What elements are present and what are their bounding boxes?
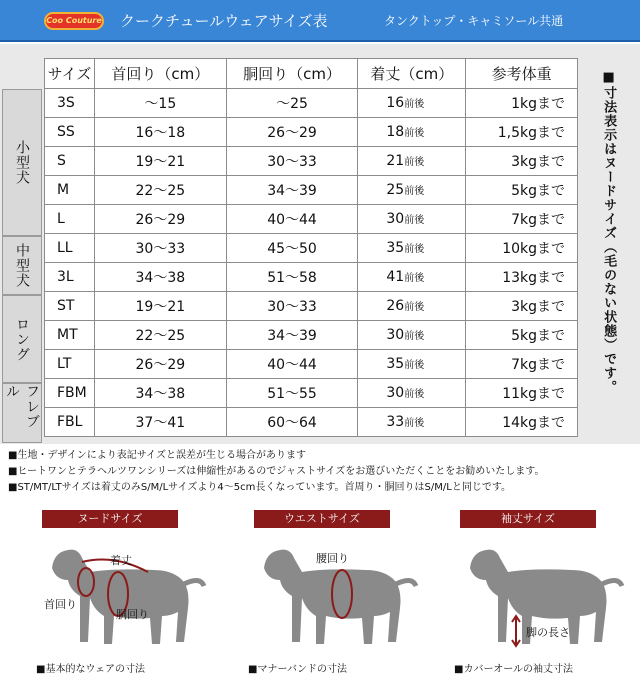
cell-length bbox=[358, 234, 466, 263]
cell-weight: 1,5kgまで bbox=[466, 118, 578, 147]
group-long: ロング bbox=[2, 295, 42, 383]
length-suffix: 前後 bbox=[404, 244, 425, 255]
cell-size: LL bbox=[45, 234, 95, 263]
size-table bbox=[44, 58, 578, 437]
length-value: 33 bbox=[386, 414, 405, 430]
cell-chest: 40〜44 bbox=[226, 350, 358, 379]
cell-weight: 3kgまで bbox=[466, 292, 578, 321]
cell-neck: 26〜29 bbox=[94, 205, 226, 234]
length-value: 30 bbox=[386, 211, 405, 227]
length-suffix: 前後 bbox=[404, 331, 425, 342]
cell-neck: 34〜38 bbox=[94, 263, 226, 292]
cell-chest: 34〜39 bbox=[226, 176, 358, 205]
table-header-row bbox=[45, 59, 578, 89]
table-row bbox=[45, 89, 578, 118]
cell-size: SS bbox=[45, 118, 95, 147]
cell-neck: 30〜33 bbox=[94, 234, 226, 263]
label-leg: 脚の長さ bbox=[526, 626, 570, 639]
caption-sleeve: ■カバーオールの袖丈寸法 bbox=[454, 664, 574, 675]
banner-sleeve: 袖丈サイズ bbox=[460, 510, 596, 528]
note-line: ■ヒートワンとテラヘルツワンシリーズは伸縮性があるのでジャストサイズをお選びいただくことをお勧めいたします。 bbox=[8, 466, 545, 477]
table-row bbox=[45, 234, 578, 263]
label-chest: 胴回り bbox=[116, 608, 149, 621]
table-row bbox=[45, 379, 578, 408]
cell-chest: 30〜33 bbox=[226, 147, 358, 176]
length-suffix: 前後 bbox=[404, 186, 425, 197]
cell-weight: 10kgまで bbox=[466, 234, 578, 263]
note-line: ■ST/MT/LTサイズは着丈のみS/M/Lサイズより4〜5cm長くなっています。首周り・胴回りはS/M/Lと同じです。 bbox=[8, 482, 512, 493]
length-suffix: 前後 bbox=[404, 302, 425, 313]
length-value: 35 bbox=[386, 356, 405, 372]
col-length: 着丈（cm） bbox=[358, 59, 466, 89]
table-row bbox=[45, 408, 578, 437]
cell-size: 3S bbox=[45, 89, 95, 118]
header-bar bbox=[0, 0, 640, 42]
cell-size: 3L bbox=[45, 263, 95, 292]
cell-size: FBM bbox=[45, 379, 95, 408]
length-value: 30 bbox=[386, 385, 405, 401]
diagram-nude bbox=[34, 510, 214, 686]
col-weight: 参考体重 bbox=[466, 59, 578, 89]
cell-length bbox=[358, 321, 466, 350]
label-length: 着丈 bbox=[110, 554, 132, 567]
cell-weight: 7kgまで bbox=[466, 350, 578, 379]
length-value: 41 bbox=[386, 269, 405, 285]
cell-length bbox=[358, 292, 466, 321]
length-value: 35 bbox=[386, 240, 405, 256]
cell-size: LT bbox=[45, 350, 95, 379]
length-value: 21 bbox=[386, 153, 405, 169]
table-row bbox=[45, 350, 578, 379]
cell-size: MT bbox=[45, 321, 95, 350]
cell-neck: 22〜25 bbox=[94, 176, 226, 205]
cell-length bbox=[358, 379, 466, 408]
cell-chest: 40〜44 bbox=[226, 205, 358, 234]
caption-nude: ■基本的なウェアの寸法 bbox=[36, 664, 146, 675]
length-value: 25 bbox=[386, 182, 405, 198]
cell-neck: 37〜41 bbox=[94, 408, 226, 437]
cell-weight: 11kgまで bbox=[466, 379, 578, 408]
col-chest: 胴回り（cm） bbox=[226, 59, 358, 89]
cell-weight: 5kgまで bbox=[466, 176, 578, 205]
diagram-sleeve bbox=[452, 510, 632, 686]
brand-logo bbox=[44, 12, 104, 30]
col-size: サイズ bbox=[45, 59, 95, 89]
table-row bbox=[45, 263, 578, 292]
cell-length bbox=[358, 89, 466, 118]
page-subtitle: タンクトップ・キャミソール共通 bbox=[384, 14, 564, 28]
cell-neck: 〜15 bbox=[94, 89, 226, 118]
cell-length bbox=[358, 263, 466, 292]
length-suffix: 前後 bbox=[404, 418, 425, 429]
cell-size: M bbox=[45, 176, 95, 205]
table-row bbox=[45, 205, 578, 234]
cell-neck: 16〜18 bbox=[94, 118, 226, 147]
length-suffix: 前後 bbox=[404, 273, 425, 284]
cell-length bbox=[358, 350, 466, 379]
cell-chest: 60〜64 bbox=[226, 408, 358, 437]
page-title: クークチュールウェアサイズ表 bbox=[120, 12, 328, 30]
label-neck: 首回り bbox=[44, 598, 77, 611]
col-neck: 首回り（cm） bbox=[94, 59, 226, 89]
group-frenchie: フレブル bbox=[2, 383, 42, 443]
cell-length bbox=[358, 408, 466, 437]
cell-weight: 7kgまで bbox=[466, 205, 578, 234]
cell-chest: 30〜33 bbox=[226, 292, 358, 321]
cell-length bbox=[358, 118, 466, 147]
note-line: ■生地・デザインにより表記サイズと誤差が生じる場合があります bbox=[8, 450, 306, 461]
nude-size-note: ■寸法表示はヌードサイズ（毛のない状態）です。 bbox=[601, 70, 617, 394]
length-value: 30 bbox=[386, 327, 405, 343]
table-row bbox=[45, 118, 578, 147]
length-suffix: 前後 bbox=[404, 360, 425, 371]
cell-length bbox=[358, 147, 466, 176]
cell-chest: 51〜58 bbox=[226, 263, 358, 292]
cell-size: ST bbox=[45, 292, 95, 321]
table-row bbox=[45, 176, 578, 205]
logo-text: Coo Couture bbox=[46, 16, 102, 25]
cell-length bbox=[358, 205, 466, 234]
cell-size: L bbox=[45, 205, 95, 234]
cell-chest: 45〜50 bbox=[226, 234, 358, 263]
cell-weight: 1kgまで bbox=[466, 89, 578, 118]
group-small: 小型犬 bbox=[2, 89, 42, 236]
length-value: 26 bbox=[386, 298, 405, 314]
banner-waist: ウエストサイズ bbox=[254, 510, 390, 528]
table-row bbox=[45, 292, 578, 321]
cell-chest: 51〜55 bbox=[226, 379, 358, 408]
cell-chest: 〜25 bbox=[226, 89, 358, 118]
cell-neck: 19〜21 bbox=[94, 292, 226, 321]
length-value: 18 bbox=[386, 124, 405, 140]
table-row bbox=[45, 321, 578, 350]
cell-neck: 19〜21 bbox=[94, 147, 226, 176]
length-suffix: 前後 bbox=[404, 99, 425, 110]
cell-neck: 26〜29 bbox=[94, 350, 226, 379]
length-value: 16 bbox=[386, 95, 405, 111]
caption-waist: ■マナーバンドの寸法 bbox=[248, 664, 347, 675]
length-suffix: 前後 bbox=[404, 157, 425, 168]
cell-weight: 5kgまで bbox=[466, 321, 578, 350]
length-suffix: 前後 bbox=[404, 389, 425, 400]
table-row bbox=[45, 147, 578, 176]
cell-size: FBL bbox=[45, 408, 95, 437]
cell-weight: 13kgまで bbox=[466, 263, 578, 292]
notes-block bbox=[8, 448, 634, 496]
cell-weight: 3kgまで bbox=[466, 147, 578, 176]
length-suffix: 前後 bbox=[404, 128, 425, 139]
cell-chest: 34〜39 bbox=[226, 321, 358, 350]
size-table-area bbox=[0, 44, 640, 444]
group-medium: 中型犬 bbox=[2, 236, 42, 295]
cell-weight: 14kgまで bbox=[466, 408, 578, 437]
banner-nude: ヌードサイズ bbox=[42, 510, 178, 528]
length-suffix: 前後 bbox=[404, 215, 425, 226]
cell-neck: 22〜25 bbox=[94, 321, 226, 350]
cell-neck: 34〜38 bbox=[94, 379, 226, 408]
dog-silhouette-icon bbox=[452, 532, 632, 662]
cell-chest: 26〜29 bbox=[226, 118, 358, 147]
label-waist: 腰回り bbox=[316, 552, 349, 565]
diagram-waist bbox=[246, 510, 426, 686]
cell-size: S bbox=[45, 147, 95, 176]
cell-length bbox=[358, 176, 466, 205]
